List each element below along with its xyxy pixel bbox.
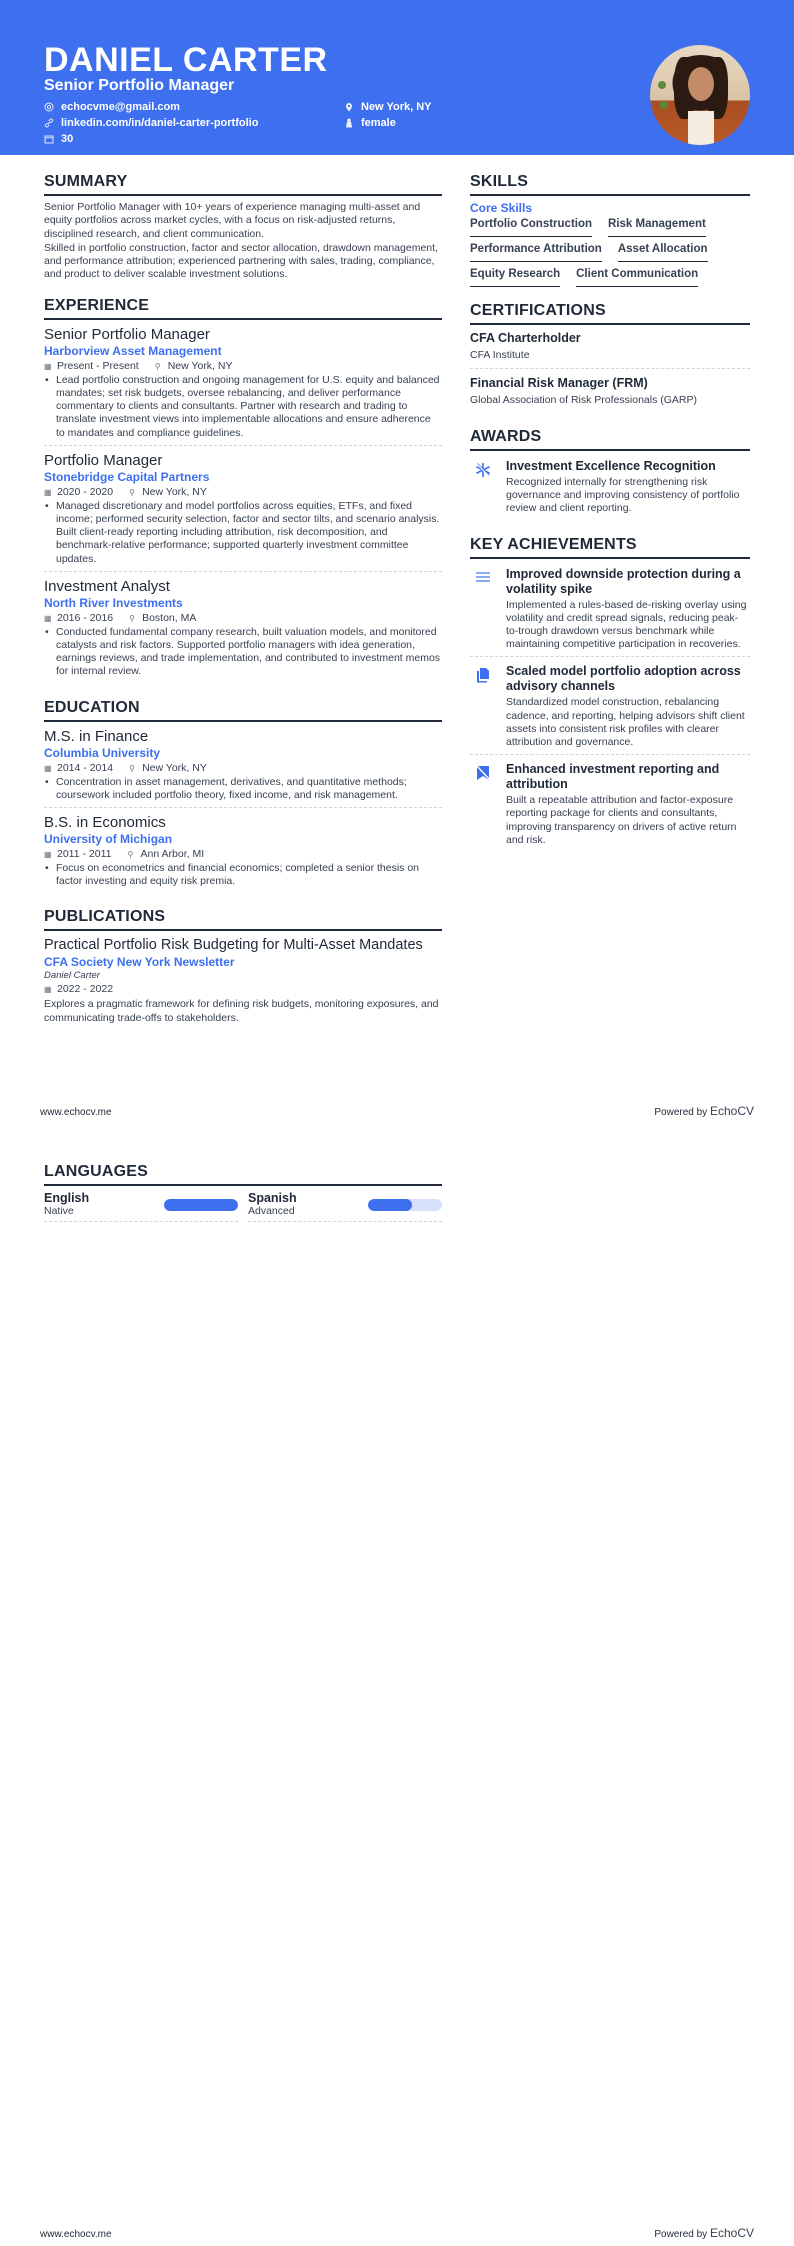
location-pin-icon: ⚲ bbox=[129, 487, 135, 497]
left-column bbox=[44, 172, 442, 1044]
contact-location bbox=[344, 100, 432, 114]
job-title: Senior Portfolio Manager bbox=[44, 325, 210, 343]
section-title-skills: SKILLS bbox=[470, 172, 750, 196]
section-title-experience: EXPERIENCE bbox=[44, 296, 442, 320]
entry-location: Ann Arbor, MI bbox=[140, 848, 205, 861]
proficiency-fill bbox=[164, 1199, 238, 1211]
certification-issuer: Global Association of Risk Professionals (GARP) bbox=[470, 394, 698, 406]
certifications-section bbox=[470, 301, 750, 413]
language-name: English bbox=[44, 1191, 90, 1205]
location-pin-icon: ⚲ bbox=[129, 613, 135, 623]
achievement-title: Scaled model portfolio adoption across advisory channels bbox=[506, 664, 741, 694]
summary-paragraph: Skilled in portfolio construction, factor and sector allocation, drawdown management, and performance attribution; experienced partnering with sales, trading, compliance, and product to deliver scalable investment solutions. bbox=[44, 241, 438, 281]
experience-entry bbox=[44, 577, 442, 684]
date-range: Present - Present bbox=[57, 359, 139, 372]
publications-section bbox=[44, 907, 442, 1029]
section-title-education: EDUCATION bbox=[44, 698, 442, 722]
achievement-description: Standardized model construction, rebalancing cadence, and reporting, helping advisors shift client assets into consistent risk profiles with clearer attribution and governance. bbox=[506, 696, 745, 749]
contact-linkedin[interactable] bbox=[44, 116, 258, 130]
degree: M.S. in Finance bbox=[44, 727, 149, 745]
section-title-languages: LANGUAGES bbox=[44, 1162, 442, 1186]
person-icon bbox=[344, 118, 354, 128]
certification-name: CFA Charterholder bbox=[470, 331, 581, 345]
date-range: 2016 - 2016 bbox=[57, 611, 114, 624]
bullet-item: • Concentration in asset management, derivatives, and quantitative methods; coursework included portfolio theory, fixed income, and risk management. bbox=[44, 776, 442, 802]
summary-section bbox=[44, 172, 442, 282]
footer-powered-by: Powered by EchoCV bbox=[654, 2226, 754, 2240]
menu-lines-icon bbox=[470, 567, 496, 652]
at-icon bbox=[44, 102, 54, 112]
bullet-item: • Managed discretionary and model portfolios across equities, ETFs, and fixed income; performed security selection, factor and sector tilts, and scenario analysis. Built client-ready reporting including attribution, risk decomposition, and benchmark-relative performance; supported quarterly investment committee updates. bbox=[44, 500, 442, 566]
entry-meta bbox=[44, 848, 442, 861]
skill-chip: Performance Attribution bbox=[470, 242, 602, 262]
calendar-icon: ▦ bbox=[44, 487, 52, 497]
date-range: 2014 - 2014 bbox=[57, 761, 114, 774]
entry-meta bbox=[44, 762, 442, 775]
achievement-title: Improved downside protection during a volatility spike bbox=[506, 566, 741, 596]
language-name: Spanish bbox=[248, 1191, 297, 1205]
entry-location: New York, NY bbox=[167, 359, 233, 372]
bookmark-slash-icon bbox=[470, 762, 496, 847]
company-name: North River Investments bbox=[44, 595, 183, 610]
candidate-title: Senior Portfolio Manager bbox=[44, 77, 235, 94]
publication-description: Explores a pragmatic framework for defining risk budgets, monitoring exposures, and communicating trade-offs to stakeholders. bbox=[44, 998, 439, 1024]
footer-brand: EchoCV bbox=[709, 2226, 754, 2240]
skill-list bbox=[470, 217, 750, 287]
achievement-entry bbox=[470, 661, 750, 755]
page-footer bbox=[40, 1104, 754, 1118]
link-icon bbox=[44, 118, 54, 128]
date-range: 2011 - 2011 bbox=[57, 848, 112, 861]
location-pin-icon: ⚲ bbox=[127, 850, 134, 860]
achievement-entry bbox=[470, 759, 750, 852]
age-text: 30 bbox=[61, 133, 74, 145]
languages-section bbox=[44, 1162, 442, 1222]
calendar-icon: ▦ bbox=[44, 361, 52, 371]
language-level: Advanced bbox=[248, 1205, 295, 1217]
calendar-icon bbox=[44, 134, 54, 144]
calendar-icon: ▦ bbox=[44, 613, 52, 623]
language-level: Native bbox=[44, 1205, 74, 1217]
entry-meta bbox=[44, 486, 442, 499]
job-title: Portfolio Manager bbox=[44, 451, 163, 469]
location-pin-icon: ⚲ bbox=[129, 763, 135, 773]
entry-meta bbox=[44, 983, 442, 996]
experience-entry bbox=[44, 325, 442, 446]
skill-chip: Portfolio Construction bbox=[470, 217, 592, 237]
achievement-description: Built a repeatable attribution and factor-exposure reporting package for clients and consultants, improving transparency on drivers of active return and risk. bbox=[506, 794, 737, 846]
calendar-icon: ▦ bbox=[44, 985, 52, 995]
publication-author: Daniel Carter bbox=[44, 970, 100, 982]
contact-email[interactable] bbox=[44, 100, 180, 114]
bullet-item: • Lead portfolio construction and ongoing management for U.S. equity and balanced mandates; set risk budgets, oversee rebalancing, and deliver performance commentary to clients and consultants. Partner with research and trading to translate investment views into implementable allocations and ensure adherence to mandates and compliance guidelines. bbox=[44, 374, 442, 440]
award-entry bbox=[470, 456, 750, 521]
star-slash-icon bbox=[470, 459, 496, 516]
award-description: Recognized internally for strengthening risk governance and improving consistency of portfolio review and client reporting. bbox=[506, 476, 740, 515]
location-pin-icon bbox=[344, 102, 354, 112]
section-title-achievements: KEY ACHIEVEMENTS bbox=[470, 535, 750, 559]
candidate-name: DANIEL CARTER bbox=[44, 41, 328, 79]
gender-text: female bbox=[361, 117, 396, 129]
bullet-item: • Focus on econometrics and financial economics; completed a senior thesis on factor investing and equity risk premia. bbox=[44, 862, 442, 888]
achievement-title: Enhanced investment reporting and attribution bbox=[506, 762, 720, 792]
footer-site-link[interactable]: www.echocv.me bbox=[40, 1107, 112, 1118]
proficiency-fill bbox=[368, 1199, 412, 1211]
achievements-section bbox=[470, 535, 750, 852]
location-text: New York, NY bbox=[361, 101, 432, 113]
date-range: 2020 - 2020 bbox=[57, 485, 114, 498]
awards-section bbox=[470, 427, 750, 521]
section-title-awards: AWARDS bbox=[470, 427, 750, 451]
education-entry bbox=[44, 813, 442, 893]
language-proficiency-bar bbox=[368, 1199, 442, 1211]
certification-name: Financial Risk Manager (FRM) bbox=[470, 376, 648, 390]
page-footer bbox=[40, 2226, 754, 2240]
footer-powered-by: Powered by EchoCV bbox=[654, 1104, 754, 1118]
email-text: echocvme@gmail.com bbox=[61, 101, 180, 113]
profile-photo bbox=[650, 45, 750, 145]
publication-entry bbox=[44, 936, 442, 1029]
entry-meta bbox=[44, 612, 442, 625]
calendar-icon: ▦ bbox=[44, 763, 52, 773]
contact-gender bbox=[344, 116, 396, 130]
right-column bbox=[470, 172, 750, 866]
certification-issuer: CFA Institute bbox=[470, 349, 530, 361]
award-title: Investment Excellence Recognition bbox=[506, 459, 716, 473]
skill-chip: Risk Management bbox=[608, 217, 706, 237]
company-name: Stonebridge Capital Partners bbox=[44, 469, 210, 484]
skills-section bbox=[470, 172, 750, 287]
company-name: Harborview Asset Management bbox=[44, 343, 222, 358]
entry-location: New York, NY bbox=[142, 485, 207, 498]
publisher-name: CFA Society New York Newsletter bbox=[44, 955, 235, 970]
experience-entry bbox=[44, 451, 442, 572]
skill-group-title: Core Skills bbox=[470, 201, 533, 215]
bullet-item: • Conducted fundamental company research, built valuation models, and monitored catalysts and risk factors. Supported portfolio managers with idea generation, earnings reviews, and trade implementation, and contributed to investment memos for internal review. bbox=[44, 626, 442, 679]
resume-header bbox=[0, 0, 794, 155]
education-section bbox=[44, 698, 442, 894]
skill-chip: Asset Allocation bbox=[618, 242, 708, 262]
achievement-entry bbox=[470, 564, 750, 658]
entry-meta bbox=[44, 360, 442, 373]
entry-location: New York, NY bbox=[142, 761, 207, 774]
certification-entry bbox=[470, 330, 750, 369]
section-title-summary: SUMMARY bbox=[44, 172, 442, 196]
job-title: Investment Analyst bbox=[44, 577, 170, 595]
contact-age bbox=[44, 132, 73, 146]
language-entry bbox=[248, 1191, 442, 1222]
degree: B.S. in Economics bbox=[44, 814, 166, 832]
school-name: University of Michigan bbox=[44, 832, 173, 847]
linkedin-text: linkedin.com/in/daniel-carter-portfolio bbox=[61, 117, 259, 129]
section-title-certifications: CERTIFICATIONS bbox=[470, 301, 750, 325]
summary-paragraph: Senior Portfolio Manager with 10+ years of experience managing multi-asset and equity portfolios across market cycles, with a focus on risk-adjusted returns, disciplined research, and client communication. bbox=[44, 201, 421, 240]
section-title-publications: PUBLICATIONS bbox=[44, 907, 442, 931]
calendar-icon: ▦ bbox=[44, 850, 52, 860]
footer-site-link[interactable]: www.echocv.me bbox=[40, 2229, 112, 2240]
experience-section bbox=[44, 296, 442, 684]
language-entry bbox=[44, 1191, 238, 1222]
school-name: Columbia University bbox=[44, 745, 161, 760]
copy-documents-icon bbox=[470, 664, 496, 749]
language-proficiency-bar bbox=[164, 1199, 238, 1211]
date-range: 2022 - 2022 bbox=[57, 983, 114, 996]
skill-chip: Client Communication bbox=[576, 267, 698, 287]
location-pin-icon: ⚲ bbox=[154, 361, 161, 371]
skill-chip: Equity Research bbox=[470, 267, 560, 287]
achievement-description: Implemented a rules-based de-risking overlay using volatility and credit spread signals, reducing peak-to-trough drawdown versus benchmark while maintaining competitive participation in recoveries. bbox=[506, 598, 747, 651]
entry-location: Boston, MA bbox=[142, 611, 197, 624]
certification-entry bbox=[470, 375, 750, 413]
publication-title: Practical Portfolio Risk Budgeting for Multi-Asset Mandates bbox=[44, 937, 423, 954]
education-entry bbox=[44, 727, 442, 808]
footer-brand: EchoCV bbox=[709, 1104, 754, 1118]
